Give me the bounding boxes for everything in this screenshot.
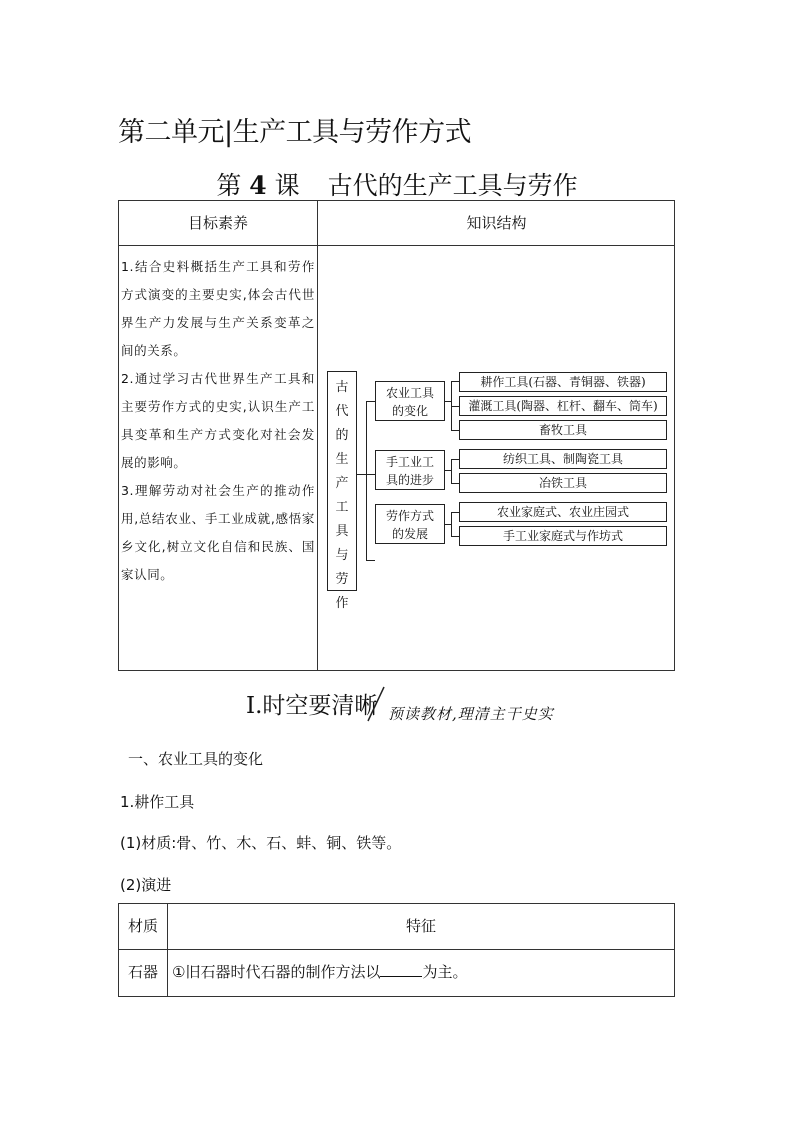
table-cell-material: 石器	[127, 963, 158, 981]
lesson-suffix: 课	[274, 171, 300, 200]
table-header-feature: 特征	[405, 917, 436, 935]
slash-divider-icon	[366, 686, 386, 722]
structure-header: 知识结构	[466, 214, 527, 232]
branch-labor-methods: 劳作方式 的发展	[375, 504, 445, 544]
unit-title: 第二单元|生产工具与劳作方式	[118, 117, 472, 148]
leaf-agri-family-manor: 农业家庭式、农业庄园式	[459, 502, 667, 522]
goals-header: 目标素养	[187, 214, 248, 232]
leaf-textile-ceramic-tools: 纺织工具、制陶瓷工具	[459, 449, 667, 469]
goals-list	[121, 253, 315, 589]
heading-farming-tools: 1.耕作工具	[120, 793, 195, 811]
leaf-irrigation-tools: 灌溉工具(陶器、杠杆、翻车、筒车)	[459, 396, 667, 416]
lesson-name: 古代的生产工具与劳作	[327, 171, 578, 200]
goal-item: 3.理解劳动对社会生产的推动作用,总结农业、手工业成就,感悟家乡文化,树立文化自信和民族、国家认同。	[121, 483, 315, 582]
fill-in-blank[interactable]	[380, 962, 422, 977]
leaf-herding-tools: 畜牧工具	[459, 420, 667, 440]
leaf-iron-smelting-tools: 冶铁工具	[459, 473, 667, 493]
table-header-material: 材质	[127, 917, 158, 935]
table-cell-feature: ①旧石器时代石器的制作方法以 为主。	[172, 963, 468, 981]
section-title: Ⅰ.时空要清晰	[246, 693, 378, 719]
goal-item: 2.通过学习古代世界生产工具和主要劳作方式的史实,认识生产工具变革和生产方式变化对社会发展的影响。	[121, 371, 315, 470]
leaf-handicraft-family-workshop: 手工业家庭式与作坊式	[459, 526, 667, 546]
section-subtitle: 预读教材,理清主干史实	[388, 705, 554, 723]
evolution-table	[118, 903, 675, 997]
lesson-title	[0, 166, 794, 202]
branch-handicraft-tools: 手工业工 具的进步	[375, 450, 445, 490]
goal-item: 1.结合史料概括生产工具和劳作方式演变的主要史实,体会古代世界生产力发展与生产关系变革之间的关系。	[121, 259, 315, 358]
lesson-number: 4	[249, 171, 267, 200]
structure-root-box: 古 代 的 生 产 工 具 与 劳 作	[327, 371, 357, 591]
evolution-heading: (2)演进	[120, 876, 172, 894]
objectives-structure-table	[118, 200, 675, 671]
materials-line: (1)材质:骨、竹、木、石、蚌、铜、铁等。	[120, 834, 402, 852]
branch-agriculture-tools: 农业工具 的变化	[375, 381, 445, 421]
heading-agri-tools: 一、农业工具的变化	[128, 750, 264, 768]
leaf-farming-tools: 耕作工具(石器、青铜器、铁器)	[459, 372, 667, 392]
lesson-prefix: 第	[216, 171, 242, 200]
knowledge-structure-diagram	[318, 246, 675, 671]
